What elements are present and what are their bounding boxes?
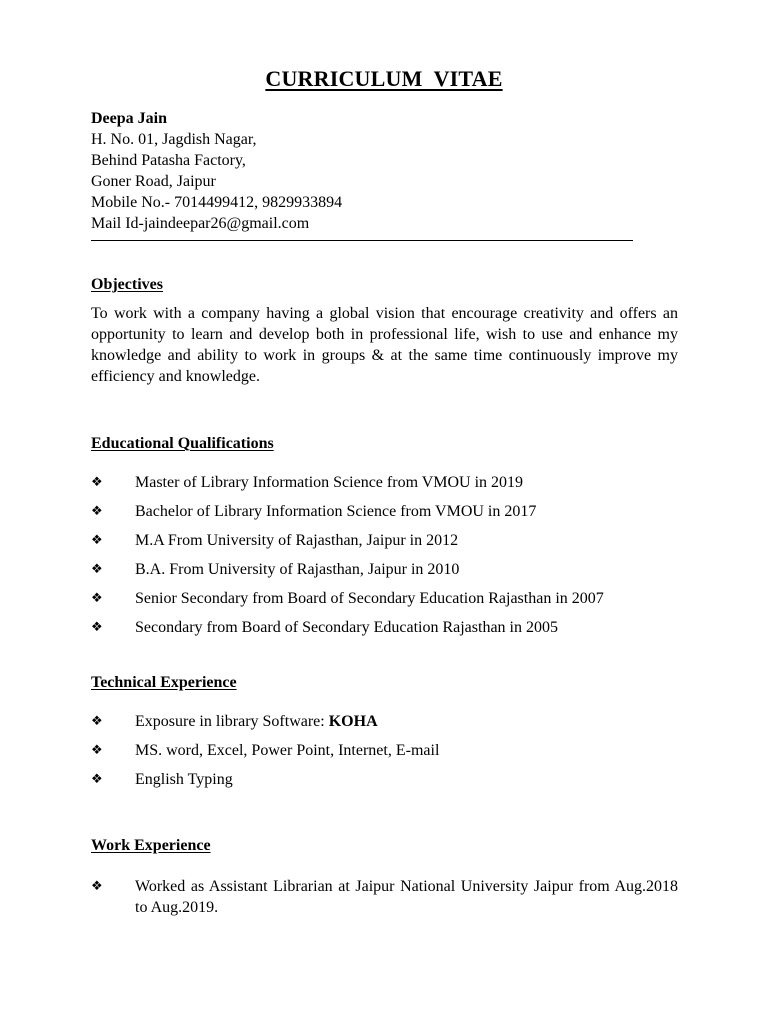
education-item [91,617,678,646]
work-item [91,876,678,918]
education-item-text: Secondary from Board of Secondary Education Rajasthan in 2005 [135,619,558,636]
education-item [91,472,678,501]
objectives-heading: Objectives [91,276,163,293]
page-title: CURRICULUM VITAE [265,66,503,91]
diamond-bullet-icon: ❖ [91,714,103,729]
mobile-numbers: Mobile No.- 7014499412, 9829933894 [91,194,343,211]
diamond-bullet-icon: ❖ [91,879,103,894]
header-divider [91,240,633,241]
address-line-1: H. No. 01, Jagdish Nagar, [91,131,257,148]
technical-item [91,740,678,769]
education-item-text: Senior Secondary from Board of Secondary Education Rajasthan in 2007 [135,590,604,607]
contact-block [91,108,342,234]
address-line-3: Goner Road, Jaipur [91,173,216,190]
technical-item [91,711,678,740]
diamond-bullet-icon: ❖ [91,562,103,577]
address-line-2: Behind Patasha Factory, [91,152,246,169]
technical-item-text: MS. word, Excel, Power Point, Internet, E-mail [135,742,440,759]
candidate-name: Deepa Jain [91,110,167,127]
technical-item-text [135,711,678,732]
education-item [91,501,678,530]
technical-list [91,711,678,798]
education-item-text: Master of Library Information Science from VMOU in 2019 [135,474,524,491]
diamond-bullet-icon: ❖ [91,504,103,519]
education-item [91,559,678,588]
work-heading: Work Experience [91,837,211,854]
diamond-bullet-icon: ❖ [91,533,103,548]
education-item [91,588,678,617]
software-label: Exposure in library Software: [135,713,329,730]
software-name: KOHA [328,713,378,730]
objectives-text: To work with a company having a global vision that encourage creativity and offers an opportunity to learn and develop both in professional life, wish to use and enhance my knowledge and ability to work in groups & at the same time continuously improve my efficiency and knowledge. [91,305,678,385]
technical-item-text: English Typing [135,771,233,788]
diamond-bullet-icon: ❖ [91,772,103,787]
education-heading: Educational Qualifications [91,435,274,452]
email-address: Mail Id-jaindeepar26@gmail.com [91,215,310,232]
work-item-text: Worked as Assistant Librarian at Jaipur National University Jaipur from Aug.2018 to Aug.2019. [135,878,678,916]
diamond-bullet-icon: ❖ [91,743,103,758]
education-list [91,472,678,646]
diamond-bullet-icon: ❖ [91,620,103,635]
technical-heading: Technical Experience [91,674,237,691]
technical-item [91,769,678,798]
education-item-text: B.A. From University of Rajasthan, Jaipur in 2010 [135,561,460,578]
work-list [91,876,678,918]
education-item-text: M.A From University of Rajasthan, Jaipur in 2012 [135,532,459,549]
education-item-text: Bachelor of Library Information Science from VMOU in 2017 [135,503,537,520]
diamond-bullet-icon: ❖ [91,475,103,490]
diamond-bullet-icon: ❖ [91,591,103,606]
education-item [91,530,678,559]
